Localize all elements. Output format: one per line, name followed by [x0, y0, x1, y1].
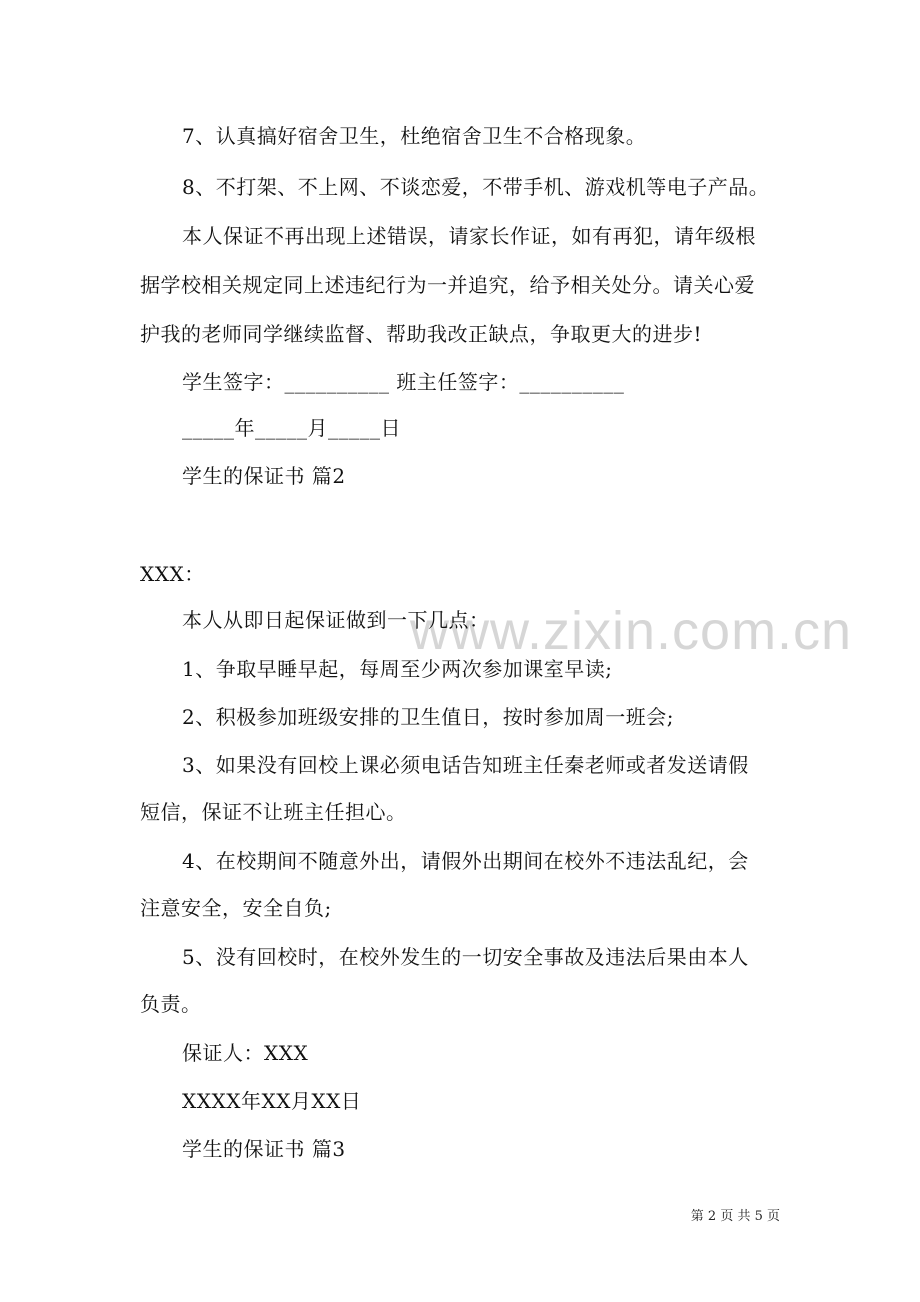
salutation: XXX：: [140, 562, 205, 586]
item-7: 7、认真搞好宿舍卫生，杜绝宿舍卫生不合格现象。: [182, 124, 647, 148]
page-number: 第 2 页 共 5 页: [690, 1209, 780, 1224]
point-5-line-1: 5、没有回校时，在校外发生的一切安全事故及违法后果由本人: [182, 945, 749, 969]
point-2: 2、积极参加班级安排的卫生值日，按时参加周一班会;: [182, 705, 674, 729]
pledge-line-3: 护我的老师同学继续监督、帮助我改正缺点，争取更大的进步!: [140, 322, 703, 346]
guarantor-line: 保证人：XXX: [182, 1041, 309, 1065]
point-1: 1、争取早睡早起，每周至少两次参加课室早读;: [182, 657, 613, 681]
point-3-line-1: 3、如果没有回校上课必须电话告知班主任秦老师或者发送请假: [182, 753, 749, 777]
item-8: 8、不打架、不上网、不谈恋爱，不带手机、游戏机等电子产品。: [182, 175, 770, 199]
point-3-line-2: 短信，保证不让班主任担心。: [140, 800, 407, 824]
date-blank-line: _____年_____月_____日: [182, 416, 401, 440]
pledge-line-1: 本人保证不再出现上述错误，请家长作证，如有再犯，请年级根: [182, 224, 756, 248]
signature-line: 学生签字：__________ 班主任签字：__________: [182, 370, 625, 394]
pledge-line-2: 据学校相关规定同上述违纪行为一并追究，给予相关处分。请关心爱: [140, 273, 755, 297]
section-heading-2: 学生的保证书 篇2: [182, 464, 346, 488]
intro-line: 本人从即日起保证做到一下几点：: [182, 608, 490, 632]
watermark: www.zixin.com.cn: [410, 601, 853, 661]
point-4-line-1: 4、在校期间不随意外出，请假外出期间在校外不违法乱纪，会: [182, 849, 749, 873]
point-5-line-2: 负责。: [140, 992, 202, 1016]
date-line: XXXX年XX月XX日: [182, 1089, 362, 1113]
point-4-line-2: 注意安全，安全自负;: [140, 896, 332, 920]
section-heading-3: 学生的保证书 篇3: [182, 1137, 346, 1161]
